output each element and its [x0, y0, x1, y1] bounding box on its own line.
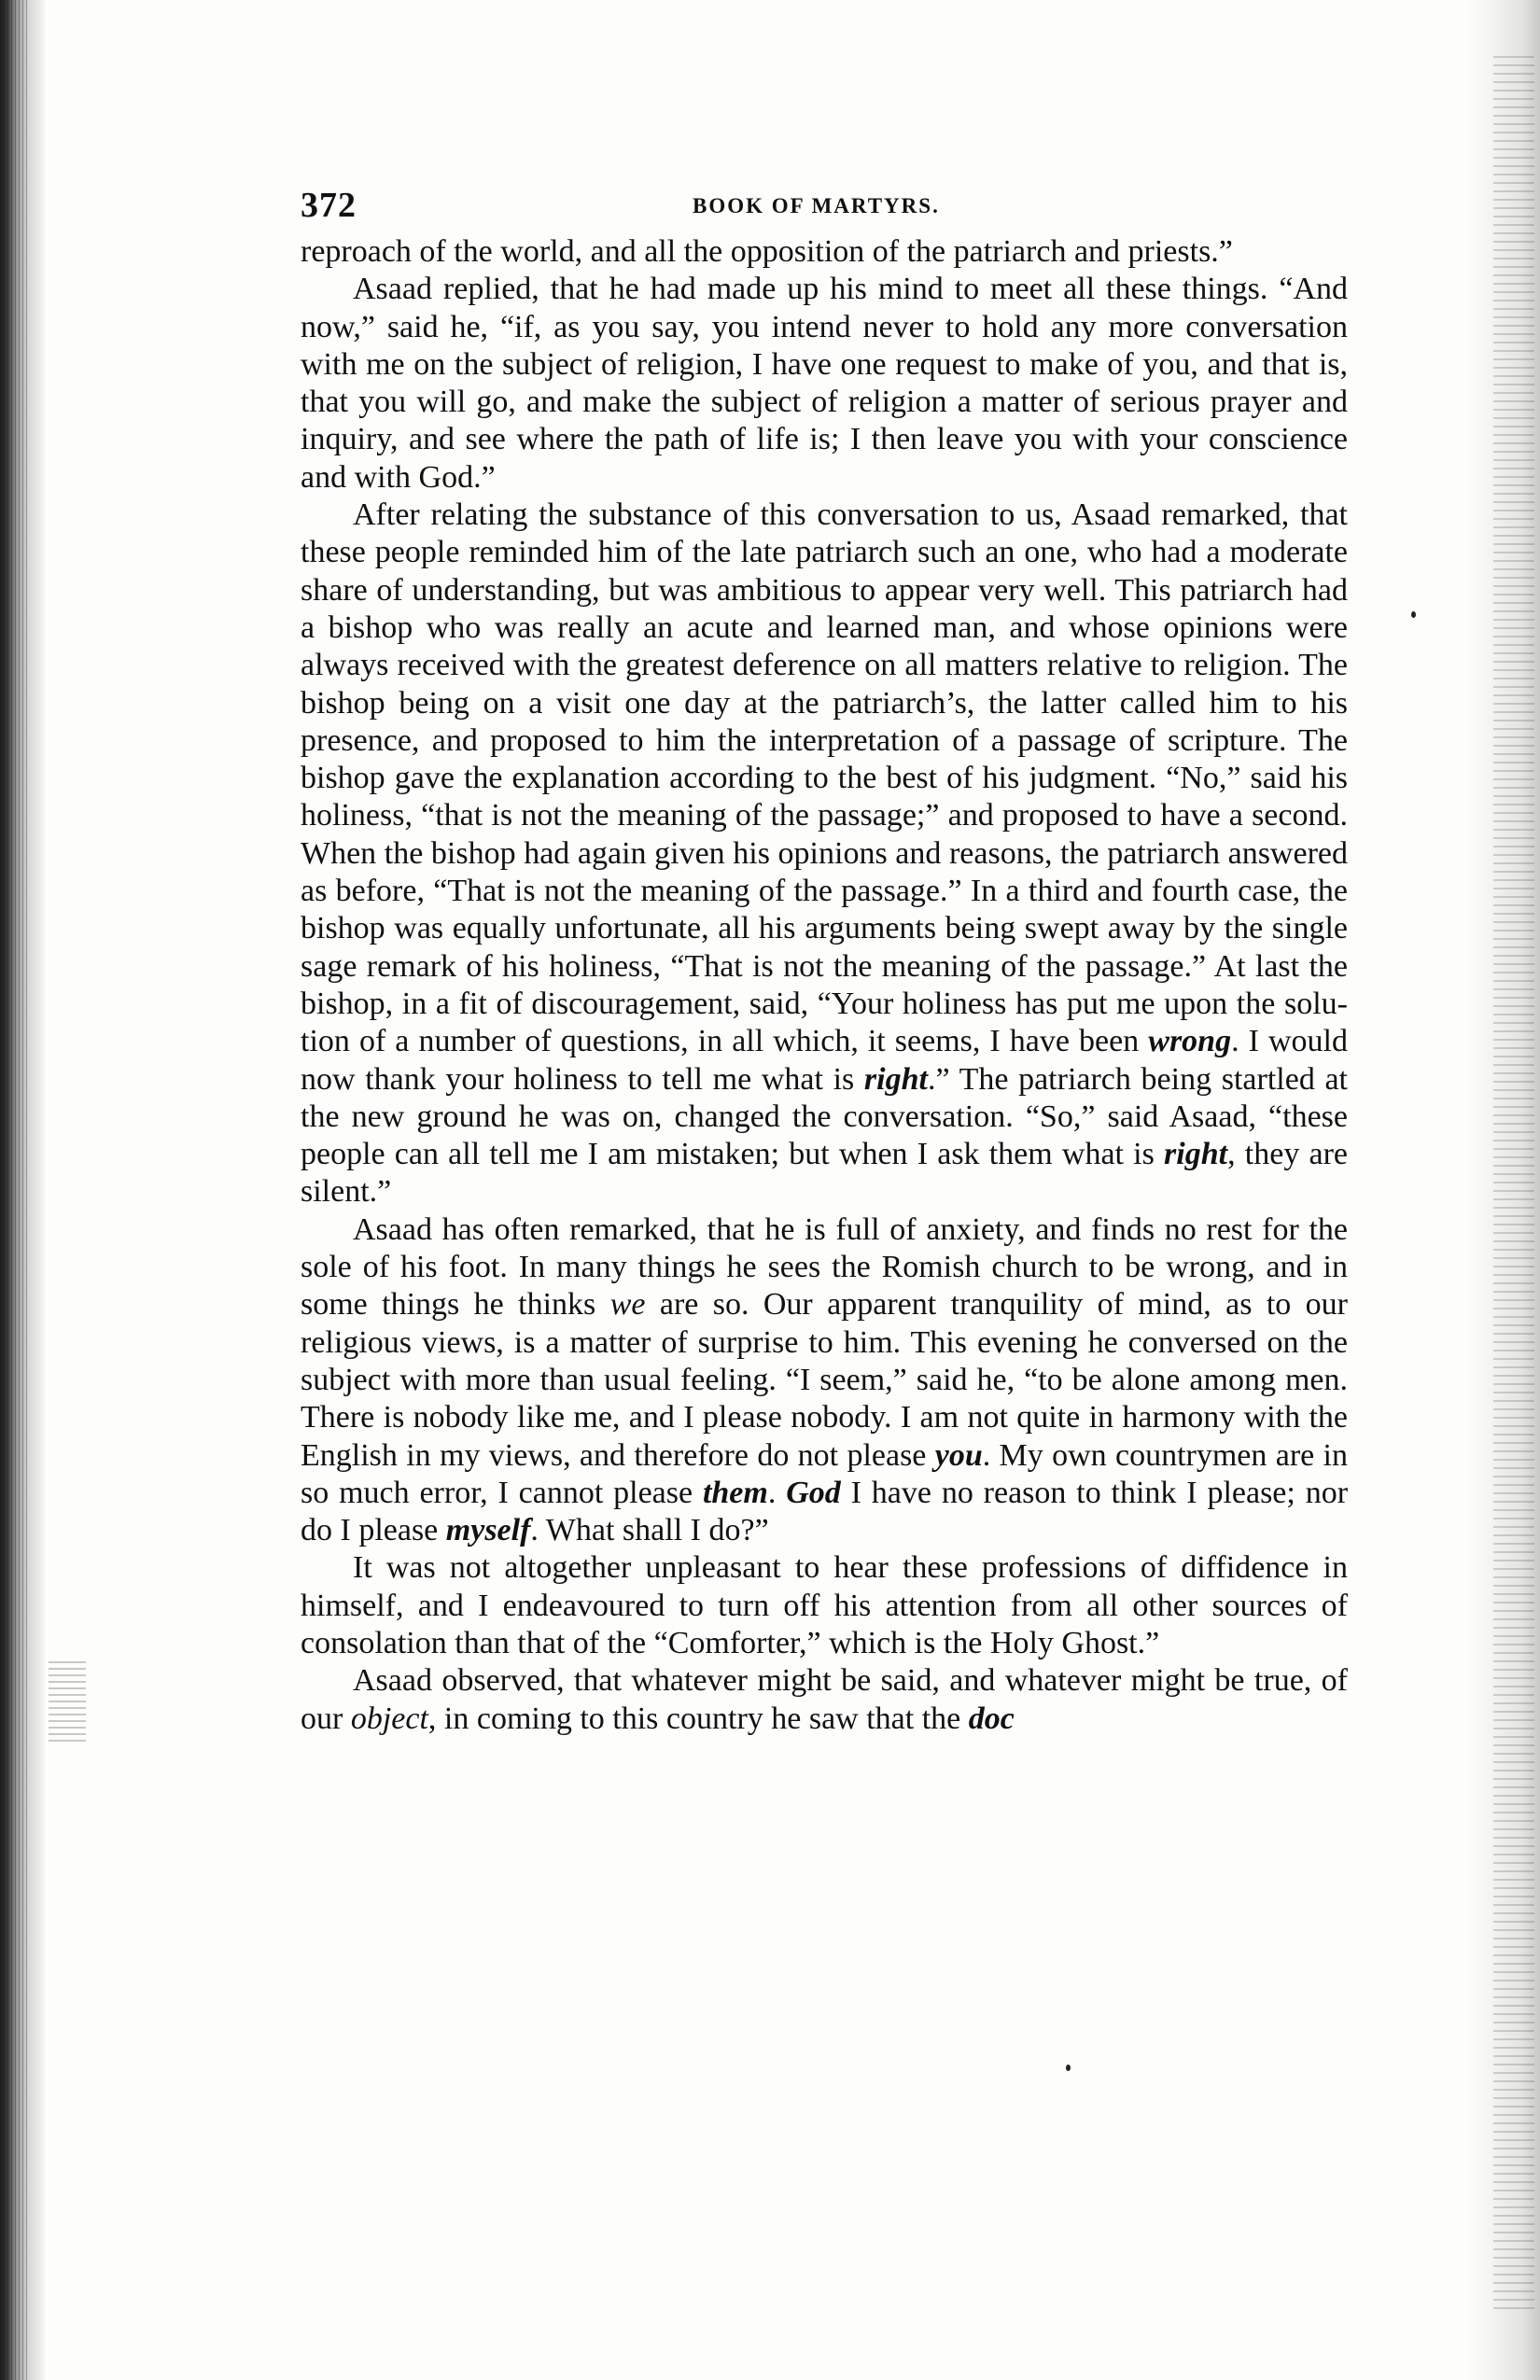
text-run: , in coming to this country he saw that the: [427, 1701, 969, 1736]
paragraph-5: It was not altogether unpleasant to hear these professions of diffidence in himself, and I endeavoured to turn off his attention from all other sources of consolation than that of the “Comforter,” which is the Holy Ghost.”: [301, 1550, 1348, 1660]
paragraph-6: [301, 1662, 1348, 1738]
text-run: Asaad observed, that whatever might be said, and whatever might be true, of our: [301, 1663, 1348, 1736]
running-head: BOOK OF MARTYRS.: [693, 194, 940, 217]
spine-texture: [4, 0, 28, 2380]
emphasis-right: right: [1164, 1137, 1228, 1172]
paragraph-3: [301, 497, 1348, 1211]
body-text: [301, 233, 1348, 1738]
emphasis-myself: myself: [445, 1513, 531, 1548]
page-number: 372: [301, 186, 357, 225]
emphasis-god: God: [786, 1475, 841, 1510]
ink-speck: [1066, 2065, 1071, 2071]
text-run: are so. Our apparent tranquility of mind, as to our religious views, is a matter of surprise to him. This evening he conversed on the subject with more than usual feeling. “I seem,” said he, “to be alone among men. There is nobody like me, and I please nobody. I am not quite in harmony with the English in my views, and therefore do not please: [301, 1287, 1348, 1473]
text-run: Asaad has often remarked, that he is full of anxiety, and finds no rest for the sole of his foot. In many things he sees the Romish church to be wrong, and in some things he thinks: [301, 1211, 1348, 1323]
text-run: .” The patriarch being startled at the new ground he was on, changed the conversation. “So,” said Asaad, “these people can all tell me I am mistaken; but when I ask them what is: [301, 1061, 1349, 1172]
text-run: . What shall I do?”: [530, 1513, 769, 1548]
text-run: . I would now thank your holiness to tell me what is: [301, 1024, 1349, 1097]
paragraph-4: [301, 1211, 1348, 1550]
text-run: I have no reason to think I please; nor do I please: [301, 1475, 1349, 1548]
text-run: . My own countrymen are in so much error, I cannot please: [301, 1437, 1349, 1510]
emphasis-we: we: [609, 1287, 646, 1323]
text-run: After relating the substance of this conversation to us, Asaad remarked, that these people reminded him of the late patriarch such an one, who had a moderate share of understanding, but was ambitious to appear very well. This patriarch had a bishop who was really an acute and learned man, and whose opinions were always received with the greatest deference on all matters relative to religion. The bishop being on a visit one day at the patriarch’s, the latter called him to his presence, and proposed to him the interpretation of a passage of scripture. The bishop gave the explanation according to the best of his judgment. “No,” said his holiness, “that is not the meaning of the passage;” and proposed to have a second. When the bishop had again given his opinions and reasons, the patriarch answered as before, “That is not the meaning of the passage.” In a third and fourth case, the bishop was equally unfortunate, all his arguments being swept away by the single sage remark of his holiness, “That is not the meaning of the passage.” At last the bishop, in a fit of discouragement, said, “Your holiness has put me upon the solution of a number of questions, in all which, it seems, I have been: [301, 497, 1348, 1059]
emphasis-doc: doc: [968, 1701, 1015, 1736]
emphasis-right: right: [863, 1061, 928, 1097]
emphasis-them: them: [702, 1475, 768, 1510]
emphasis-wrong: wrong: [1148, 1024, 1232, 1059]
paragraph-2: Asaad replied, that he had made up his mind to meet all these things. “And now,” said he, “if, as you say, you intend never to hold any more conversation with me on the subject of religion, I have one request to make of you, and that is, that you will go, and make the subject of religion a matter of serious prayer and inquiry, and see where the path of life is; I then leave you with your conscience and with God.”: [301, 272, 1348, 495]
text-run: , they are silent.”: [301, 1137, 1348, 1210]
page-edge-speckle: [1493, 56, 1534, 2315]
paragraph-1: reproach of the world, and all the opposition of the patriarch and priests.”: [301, 234, 1233, 269]
margin-smudge: [49, 1661, 86, 1745]
ink-speck: [1411, 611, 1416, 618]
page-header: [301, 185, 1348, 230]
text-run: .: [767, 1475, 787, 1510]
emphasis-you: you: [934, 1437, 983, 1473]
emphasis-object: object: [350, 1701, 428, 1736]
